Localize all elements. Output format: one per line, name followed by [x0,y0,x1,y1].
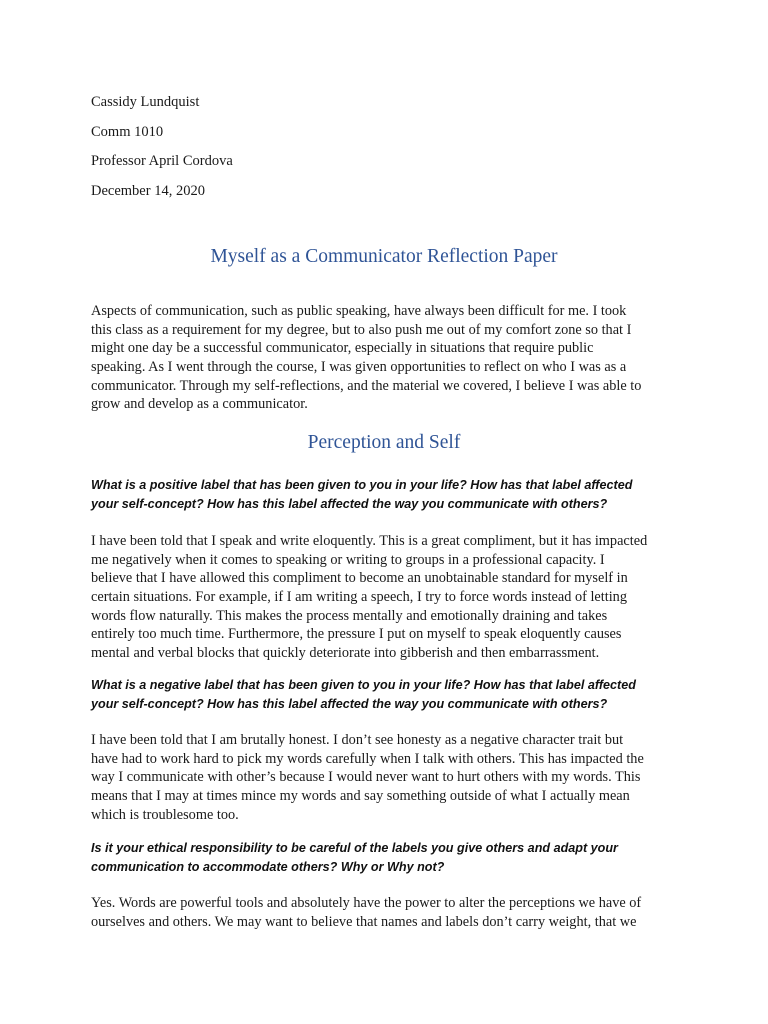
question-line: What is a positive label that has been given to you in your life? How has that label affected [91,478,633,492]
question-line: communication to accommodate others? Why or Why not? [91,859,445,874]
paragraph-line: ourselves and others. We may want to believe that names and labels don’t carry weight, that we [91,913,637,930]
question-line: your self-concept? How has this label affected the way you communicate with others? [91,496,608,511]
section-heading: Perception and Self [307,432,461,453]
document-date: December 14, 2020 [91,182,205,199]
paragraph-line: Aspects of communication, such as public speaking, have always been difficult for me. I took [91,303,627,319]
question-line: your self-concept? How has this label affected the way you communicate with others? [91,696,608,711]
paragraph-line: I have been told that I speak and write eloquently. This is a great compliment, but it has impacted [91,533,648,549]
paragraph-line: me negatively when it comes to speaking or writing to groups in a professional capacity. I [91,551,605,568]
paragraph-line: Yes. Words are powerful tools and absolutely have the power to alter the perceptions we have of [91,895,642,911]
paragraph-line: words flow naturally. This makes the process mentally and emotionally draining and takes [91,607,608,624]
author-name: Cassidy Lundquist [91,94,200,110]
header-block [91,92,233,210]
paragraph-line: I have been told that I am brutally honest. I don’t see honesty as a negative character trait but [91,732,624,748]
paragraph-line: this class as a requirement for my degree, but to also push me out of my comfort zone so that I [91,321,632,338]
paragraph-line: communicator. Through my self-reflections, and the material we covered, I believe I was able to [91,377,642,394]
paragraph-line: speaking. As I went through the course, I was given opportunities to reflect on who I was as a [91,359,627,376]
question-line: What is a negative label that has been given to you in your life? How has that label affected [91,678,636,692]
question-2 [91,676,691,713]
course-name: Comm 1010 [91,123,164,140]
paragraph-line: means that I may at times mince my words and say something outside of what I actually mean [91,788,630,805]
paragraph-line: mental and verbal blocks that quickly deteriorate into gibberish and then embarrassment. [91,645,600,662]
paragraph-line: which is troublesome too. [91,806,239,823]
document-title: Myself as a Communicator Reflection Paper [210,246,558,267]
question-line: Is it your ethical responsibility to be careful of the labels you give others and adapt your [91,841,618,855]
paragraph-line: grow and develop as a communicator. [91,396,308,413]
paragraph-line: have had to work hard to pick my words carefully when I talk with others. This has impacted the [91,750,644,767]
answer-2 [91,731,691,824]
professor-name: Professor April Cordova [91,153,233,169]
intro-paragraph [91,302,691,414]
paragraph-line: certain situations. For example, if I am writing a speech, I try to force words instead of letting [91,589,627,606]
paragraph-line: believe that I have allowed this compliment to become an unobtainable standard for myself in [91,570,628,587]
paragraph-line: way I communicate with other’s because I would never want to hurt others with my words. This [91,769,641,786]
answer-3 [91,894,691,931]
paragraph-line: entirely too much time. Furthermore, the pressure I put on myself to speak eloquently causes [91,626,622,643]
question-3 [91,839,691,876]
answer-1 [91,532,691,663]
question-1 [91,476,691,513]
paragraph-line: might one day be a successful communicator, especially in situations that require public [91,340,594,357]
